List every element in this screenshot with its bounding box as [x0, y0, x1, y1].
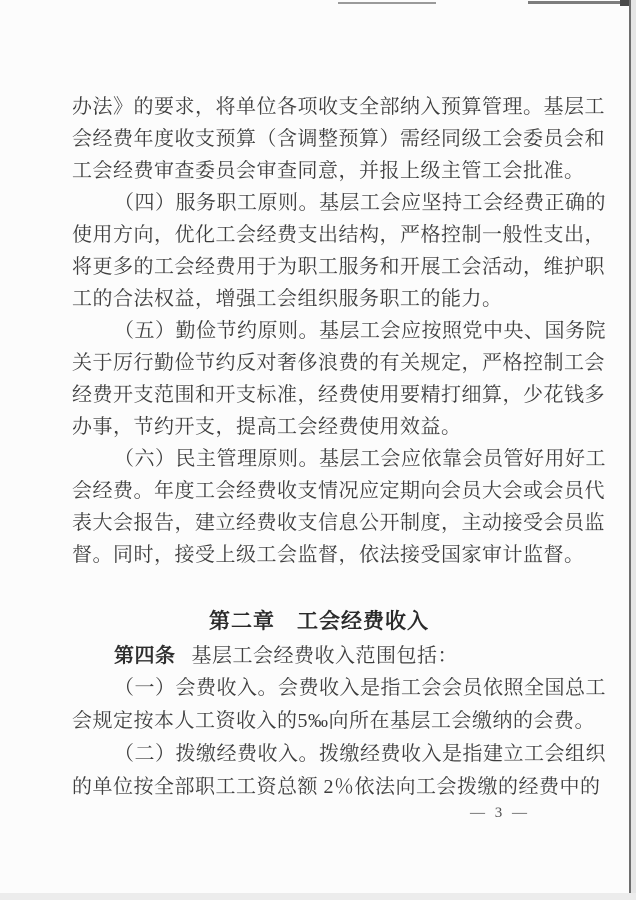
- text-line: 办法》的要求，将单位各项收支全部纳入预算管理。基层工: [72, 96, 605, 118]
- text-line: 工的合法权益，增强工会组织服务职工的能力。: [72, 288, 503, 310]
- scan-right-edge-line: [629, 0, 631, 900]
- text-line: 会规定按本人工资收入的5‰向所在基层工会缴纳的会费。: [72, 710, 595, 732]
- text-line: 会经费。年度工会经费收支情况应定期向会员大会或会员代: [72, 480, 605, 502]
- text-line: （六）民主管理原则。基层工会应依靠会员管好用好工: [114, 448, 606, 470]
- scan-bottom-edge-shadow: [0, 893, 636, 900]
- text-line: 经费开支范围和开支标准，经费使用要精打细算，少花钱多: [72, 384, 605, 406]
- text-line: 工会经费审查委员会审查同意，并报上级主管工会批准。: [72, 160, 585, 182]
- article-4-text: 基层工会经费收入范围包括：: [191, 645, 458, 667]
- scan-top-edge-mark: [338, 2, 436, 4]
- text-line: （四）服务职工原则。基层工会应坚持工会经费正确的: [114, 192, 606, 214]
- text-line: （二）拨缴经费收入。拨缴经费收入是指建立工会组织: [114, 743, 606, 765]
- body-text-upper: [72, 91, 606, 571]
- text-line: 的单位按全部职工工资总额 2％依法向工会拨缴的经费中的: [72, 776, 601, 798]
- text-line: 将更多的工会经费用于为职工服务和开展工会活动，维护职: [72, 256, 605, 278]
- article-4-line: [72, 640, 566, 673]
- text-line: 督。同时，接受上级工会监督，依法接受国家审计监督。: [72, 544, 585, 566]
- text-line: 办事，节约开支，提高工会经费使用效益。: [72, 416, 462, 438]
- scan-right-edge-shadow: [631, 0, 636, 900]
- text-line: （五）勤俭节约原则。基层工会应按照党中央、国务院: [114, 320, 606, 342]
- text-line: （一）会费收入。会费收入是指工会会员依照全国总工: [114, 677, 606, 699]
- text-line: 使用方向，优化工会经费支出结构，严格控制一般性支出，: [72, 224, 605, 246]
- body-text-lower: [72, 672, 606, 804]
- chapter-heading: 第二章 工会经费收入: [209, 609, 429, 633]
- page-number: — 3 —: [470, 805, 530, 821]
- text-line: 会经费年度收支预算（含调整预算）需经同级工会委员会和: [72, 128, 605, 150]
- article-4-label: 第四条: [114, 645, 176, 667]
- text-line: 关于厉行勤俭节约反对奢侈浪费的有关规定，严格控制工会: [72, 352, 605, 374]
- text-line: 表大会报告，建立经费收支信息公开制度，主动接受会员监: [72, 512, 605, 534]
